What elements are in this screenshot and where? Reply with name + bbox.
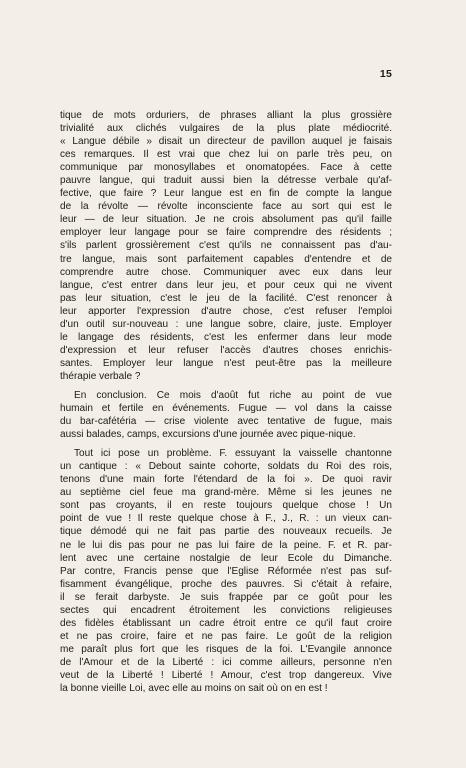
text-line: tenons d'une main forte l'étendard de la foi ». De quoi ravir [60,474,392,486]
text-line: Par contre, Francis pense que l'Eglise Réformée n'est pas suf- [60,565,392,577]
text-line: pauvre langue, qui traduit aussi bien la détresse verbale qu'af- [60,175,392,187]
paragraph-3 [60,447,392,695]
text-line: thérapie verbale ? [60,370,141,382]
text-line: de l'Amour et de la Liberté : ici comme ailleurs, personne n'en [60,656,392,668]
text-line: d'expression et leur refuser l'accès d'autres choses enrichis- [60,344,392,356]
text-line: veut de la Liberté ! Liberté ! Amour, c'est trop dangereux. Vive [60,669,392,681]
text-line: le langage des résidents, c'est les enfermer dans leur mode [60,331,392,343]
text-line: tique de mots orduriers, de phrases alliant la plus grossière [60,110,392,121]
text-line: communique par monosyllabes et onomatopées. Face à cette [60,162,392,174]
paragraph-1 [60,109,392,383]
text-line: la bonne vieille Loi, avec elle au moins on sait où on en est ! [60,683,328,695]
text-line: En conclusion. Ce mois d'août fut riche au point de vue [74,389,392,401]
paragraph-2 [60,389,392,441]
text-line: langue, c'est entrer dans leur jeu, et pour ceux qui ne vivent [60,279,392,291]
page-number: 15 [379,68,392,80]
text-line: leur apporter l'expression d'autre chose, c'est refuser l'emploi [60,305,392,317]
text-line: sont pas croyants, il en reste toujours quelque chose ! Un [60,500,392,512]
text-line: des fidèles établissant un cadre étroit entre ce qu'il faut croire [60,617,392,629]
text-line: comprendre autre chose. Communiquer avec eux dans leur [60,266,392,278]
text-line: point de vue ! Il reste quelque chose à F., J., R. : un vieux can- [60,513,392,525]
text-line: Tout ici pose un problème. F. essuyant la vaisselle chantonne [74,448,392,460]
text-line: s'ils parlent grossièrement c'est qu'ils ne connaissent pas d'au- [60,240,392,252]
text-line: trivialité aux clichés vulgaires de la plus plate médiocrité. [60,123,392,135]
text-line: fisamment évangélique, proche des pauvres. Si c'était à refaire, [60,578,392,590]
text-line: de la révolte — révolte inconsciente face au sort qui est le [60,201,392,213]
text-line: tre langue, mais sont parfaitement capables d'entendre et de [60,253,392,265]
text-line: lent avec une certaine nostalgie de leur Ecole du Dimanche. [60,552,392,564]
body-text [60,109,392,701]
text-line: et ne pas croire, faire et ne pas faire. Le goût de la religion [60,630,392,642]
text-line: leur — de leur situation. Je ne crois absolument pas qu'il faille [60,214,392,226]
text-line: ces remarques. Il est vrai que chez lui on parle très peu, on [60,149,392,161]
text-line: me paraît plus fort que les risques de la foi. L'Evangile annonce [60,643,392,655]
text-line: pas leur situation, c'est le jeu de la facilité. C'est renoncer à [60,292,392,304]
text-line: ne le lui dis pas pour ne pas lui faire de la peine. F. et R. par- [60,539,392,551]
text-line: humain et fertile en événements. Fugue — vol dans la caisse [60,403,392,415]
text-line: du bar-cafétéria — crise violente avec tentative de fugue, mais [60,416,392,428]
text-line: « Langue débile » disait un directeur de pavillon auquel je faisais [60,136,392,148]
text-line: un cantique : « Debout sainte cohorte, soldats du Roi des rois, [60,461,392,473]
text-line: sectes qui encadrent étroitement les convictions religieuses [60,604,392,616]
text-line: il se ferait darbyste. Je suis frappée par ce goût pour les [60,591,392,603]
text-line: employer leur langage pour se faire comprendre des résidents ; [60,227,392,239]
text-line: d'un outil sur-nouveau : une langue sobre, claire, juste. Employer [60,318,392,330]
text-line: aussi balades, camps, excursions d'une journée avec pique-nique. [60,429,356,441]
text-line: tique démodé qui ne fait pas partie des nouveaux recueils. Je [60,526,392,538]
text-line: santes. Employer leur langue n'est peut-être pas la meilleure [60,357,392,369]
text-line: fective, que faire ? Leur langue est en fin de compte la langue [60,188,392,200]
text-line: au septième ciel feue ma grand-mère. Même si les jeunes ne [60,487,392,499]
